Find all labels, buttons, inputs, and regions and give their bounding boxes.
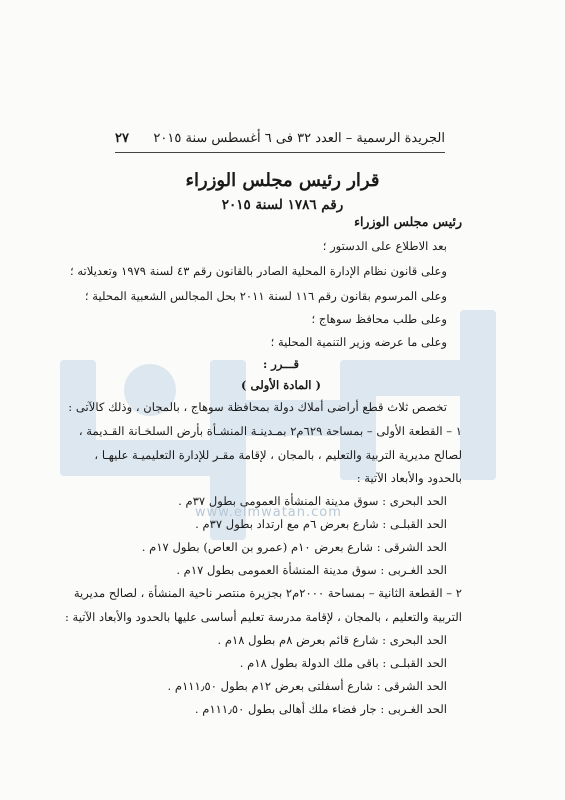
preamble-line: وعلى ما عرضه وزير التنمية المحلية ؛ bbox=[270, 335, 447, 349]
page-header bbox=[115, 131, 445, 153]
preamble-line: وعلى المرسوم بقانون رقم ١١٦ لسنة ٢٠١١ بحل المجالس الشعبية المحلية ؛ bbox=[84, 289, 447, 303]
boundary-line: الحد القبلـى : شارع بعرض ٦م مع ارتداد بطول ٣٧م . bbox=[195, 517, 447, 531]
plot-line: لصالح مديرية التربية والتعليم ، بالمجان ، لإقامة مقـر للإدارة التعليميـة عليهـا ، bbox=[94, 448, 462, 462]
boundary-line: الحد البحرى : شارع قائم بعرض ٨م بطول ١٨م . bbox=[217, 633, 447, 647]
plot-line: بالحدود والأبعاد الآتية : bbox=[356, 471, 462, 485]
article-heading: ( المادة الأولى ) bbox=[241, 378, 321, 392]
header-rule bbox=[115, 152, 445, 153]
decree-number: رقم ١٧٨٦ لسنة ٢٠١٥ bbox=[221, 197, 344, 213]
gazette-title: الجريدة الرسمية – العدد ٣٢ فى ٦ أغسطس سنة ٢٠١٥ bbox=[153, 131, 445, 146]
signer: رئيس مجلس الوزراء bbox=[354, 214, 462, 229]
watermark-site: www.elmwatan.com bbox=[195, 505, 342, 520]
boundary-line: الحد القبلـى : باقى ملك الدولة بطول ١٨م . bbox=[239, 656, 447, 670]
page-number: ٢٧ bbox=[115, 131, 129, 146]
boundary-line: الحد الشرقى : شارع أسفلتى بعرض ١٢م بطول ١١١٫٥٠م . bbox=[167, 679, 447, 693]
plot-line: ٢ – القطعة الثانية – بمساحة ٢٠٠٠م٢ بجزيرة منتصر ناحية المنشأة ، لصالح مديرية bbox=[73, 586, 462, 600]
decree-title: قرار رئيس مجلس الوزراء bbox=[185, 170, 380, 191]
article-text: تخصص ثلاث قطع أراضى أملاك دولة بمحافظة سوهاج ، بالمجان ، وذلك كالآتى : bbox=[68, 400, 447, 414]
plot-line: التربية والتعليم ، بالمجان ، لإقامة مدرسة تعليم أساسى عليها بالحدود والأبعاد الآتية : bbox=[64, 610, 462, 624]
boundary-line: الحد الشرقى : شارع بعرض ١٠م (عمرو بن العاص) بطول ١٧م . bbox=[141, 540, 447, 554]
boundary-line: الحد الغـربى : سوق مدينة المنشأة العمومى بطول ١٧م . bbox=[176, 563, 447, 577]
preamble-line: بعد الاطلاع على الدستور ؛ bbox=[322, 239, 447, 253]
preamble-line: وعلى طلب محافظ سوهاج ؛ bbox=[311, 312, 447, 326]
preamble-line: وعلى قانون نظام الإدارة المحلية الصادر بالقانون رقم ٤٣ لسنة ١٩٧٩ وتعديلاته ؛ bbox=[69, 264, 447, 278]
boundary-line: الحد الغـربى : جار فضاء ملك أهالى بطول ١١١٫٥٠م . bbox=[194, 702, 447, 716]
decided-heading: قـــرر : bbox=[262, 357, 300, 371]
plot-line: ١ – القطعة الأولى – بمساحة ٦٢٩م٢ بمـدينـة المنشـأة بأرض السلخـانة القـديمة ، bbox=[78, 424, 462, 438]
boundary-line: الحد البحرى : سوق مدينة المنشأة العمومى بطول ٣٧م . bbox=[178, 494, 447, 508]
